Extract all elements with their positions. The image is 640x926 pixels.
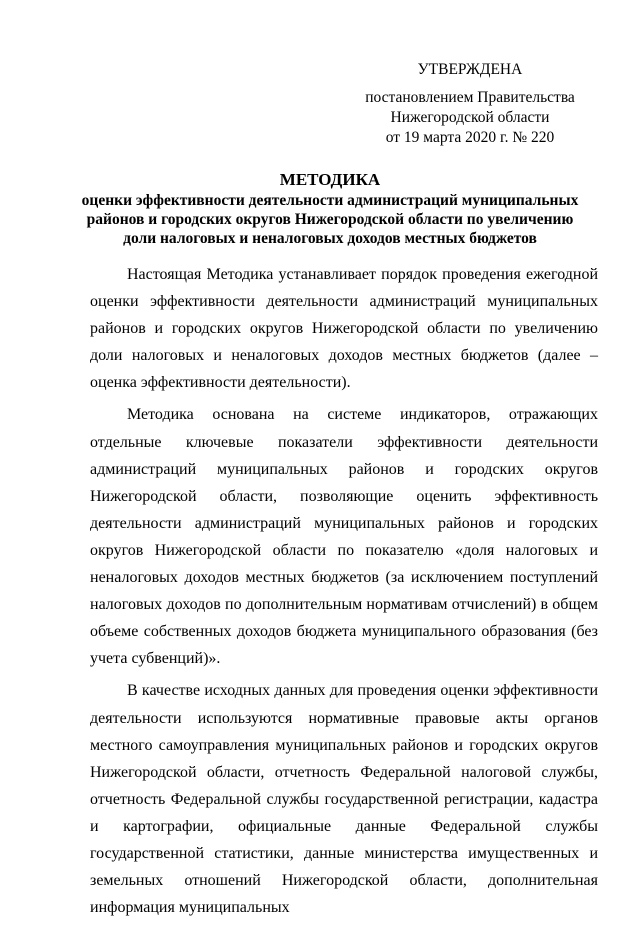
body-paragraph: Методика основана на системе индикаторов, отражающих отдельные ключевые показатели эффективности деятельности администраций муниципальных районов и городских округов Нижегородской области, позволяющие оценить эффективность деятельности администраций муниципальных районов и городских округов Нижегородской области по показателю «доля налоговых и неналоговых доходов местных бюджетов (за исключением поступлений налоговых доходов по дополнительным нормативам отчислений) в общем объеме собственных доходов бюджета муниципального образования (без учета субвенций)».: [90, 406, 598, 668]
approval-heading: УТВЕРЖДЕНА: [417, 61, 523, 78]
title-subtitle-line: доли налоговых и неналоговых доходов местных бюджетов: [123, 230, 537, 247]
title-subtitle-line: оценки эффективности деятельности администраций муниципальных: [81, 192, 579, 209]
approval-line: от 19 марта 2020 г. № 220: [385, 129, 555, 146]
document-body: [90, 261, 598, 926]
approval-line: Нижегородской области: [390, 109, 550, 126]
approval-line: постановлением Правительства: [365, 89, 575, 106]
title-main: МЕТОДИКА: [279, 170, 381, 189]
document-title: [70, 170, 590, 248]
title-subtitle-line: районов и городских округов Нижегородской области по увеличению: [86, 211, 574, 228]
approval-stamp: [355, 60, 585, 148]
body-paragraph: В качестве исходных данных для проведения оценки эффективности деятельности используются нормативные правовые акты органов местного самоуправления муниципальных районов и городских округов Нижегородской области, отчетность Федеральной налоговой службы, отчетность Федеральной службы государственной регистрации, кадастра и картографии, официальные данные Федеральной службы государственной статистики, данные министерства имущественных и земельных отношений Нижегородской области, дополнительная информация муниципальных: [90, 682, 598, 917]
body-paragraph: Настоящая Методика устанавливает порядок проведения ежегодной оценки эффективности деятельности администраций муниципальных районов и городских округов Нижегородской области по увеличению доли налоговых и неналоговых доходов местных бюджетов (далее – оценка эффективности деятельности).: [90, 266, 598, 392]
